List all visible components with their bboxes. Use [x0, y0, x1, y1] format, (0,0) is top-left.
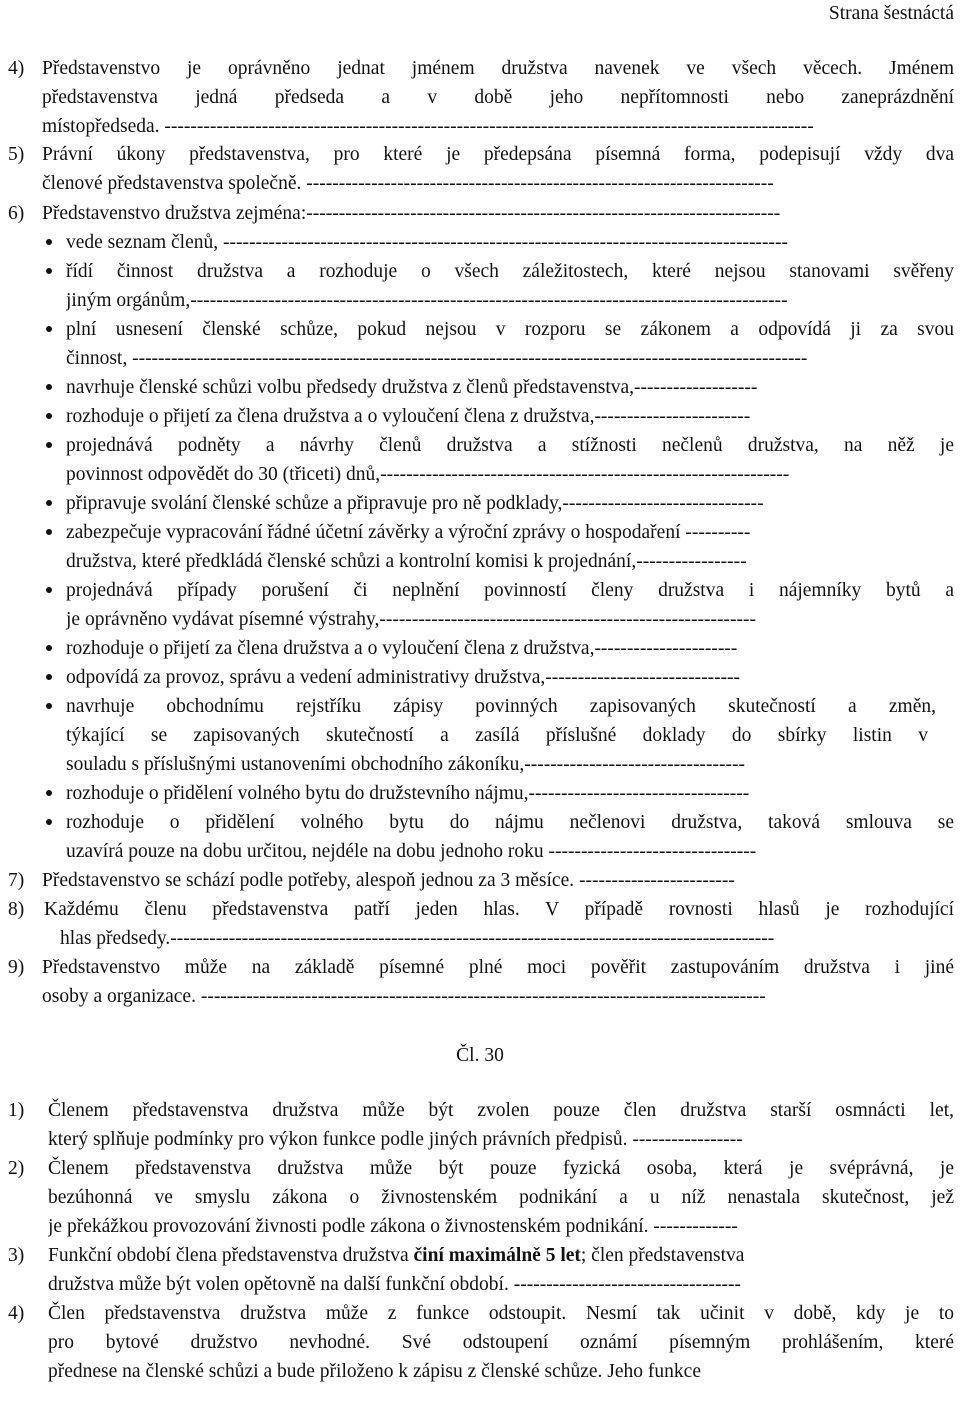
list-item: řídí činnost družstva a rozhoduje o všech záležitostech, které nejsou stanovami svěřeny	[66, 261, 954, 282]
item-line: Členem představenstva družstva může být pouze fyzická osoba, která je svéprávná, je	[48, 1158, 954, 1179]
paragraph-number: 6)	[8, 203, 25, 224]
paragraph-line: představenstva jedná předseda a v době jeho nepřítomnosti nebo zaneprázdnění	[42, 87, 954, 108]
paragraph-number: 8)	[8, 899, 25, 920]
list-item: projednává podněty a návrhy členů družstva a stížnosti nečlenů družstva, na něž je	[66, 435, 954, 456]
list-item: rozhoduje o přijetí za člena družstva a o vyloučení člena z družstva,----------------------	[66, 638, 738, 659]
paragraph-number: 7)	[8, 870, 25, 891]
list-item-line: týkající se zapisovaných skutečností a zasílá příslušné doklady do sbírky listin v	[66, 725, 928, 746]
paragraph-line: Představenstvo je oprávněno jednat jménem družstva navenek ve všech věcech. Jménem	[42, 58, 954, 79]
item-text: ; člen představenstva	[580, 1245, 745, 1266]
list-item: navrhuje členské schůzi volbu předsedy družstva z členů představenstva,-------------------	[66, 377, 758, 398]
paragraph-intro: Představenstvo družstva zejména:-------------------------------------------------------------------------	[42, 203, 781, 224]
bullet-icon	[46, 645, 52, 651]
bullet-icon	[46, 239, 52, 245]
bullet-icon	[46, 674, 52, 680]
paragraph-number: 4)	[8, 58, 25, 79]
list-item: vede seznam členů, ---------------------------------------------------------------------------------------	[66, 232, 788, 253]
paragraph-line: Právní úkony představenstva, pro které je předepsána písemná forma, podepisují vždy dva	[42, 144, 954, 165]
item-line: přednese na členské schůzi a bude přiloženo k zápisu z členské schůze. Jeho funkce	[48, 1361, 701, 1382]
item-number: 3)	[8, 1245, 25, 1266]
bullet-icon	[46, 413, 52, 419]
bullet-icon	[46, 703, 52, 709]
paragraph-line: osoby a organizace. ---------------------------------------------------------------------------------------	[42, 986, 766, 1007]
list-item: rozhoduje o přijetí za člena družstva a o vyloučení člena z družstva,------------------------	[66, 406, 751, 427]
list-item-line: povinnost odpovědět do 30 (třiceti) dnů,---------------------------------------------------------------	[66, 464, 790, 485]
list-item: plní usnesení členské schůze, pokud nejsou v rozporu se zákonem a odpovídá ji za svou	[66, 319, 954, 340]
paragraph-line: Každému členu představenstva patří jeden hlas. V případě rovnosti hlasů je rozhodující	[44, 899, 954, 920]
item-line: bezúhonná ve smyslu zákona o živnostenském podnikání a u níž nenastala skutečnost, jež	[48, 1187, 954, 1208]
bullet-icon	[46, 326, 52, 332]
bullet-icon	[46, 268, 52, 274]
item-number: 2)	[8, 1158, 25, 1179]
term-emphasis: činí maximálně 5 let	[413, 1245, 581, 1266]
item-line: družstva může být volen opětovně na další funkční období. -----------------------------------	[48, 1274, 742, 1295]
bullet-icon	[46, 442, 52, 448]
item-text: Funkční období člena představenstva družstva	[48, 1245, 409, 1266]
list-item-line: jiným orgánům,--------------------------------------------------------------------------------------------	[66, 290, 788, 311]
list-item-line: je oprávněno vydávat písemné výstrahy,----------------------------------------------------------	[66, 609, 756, 630]
bullet-icon	[46, 819, 52, 825]
article-title: Čl. 30	[456, 1045, 504, 1066]
list-item: navrhuje obchodnímu rejstříku zápisy povinných zapisovaných skutečností a změn,	[66, 696, 936, 717]
list-item-line: uzavírá pouze na dobu určitou, nejdéle na dobu jednoho roku --------------------------------	[66, 841, 757, 862]
list-item-line: družstva, které předkládá členské schůzi a kontrolní komisi k projednání,-----------------	[66, 551, 747, 572]
list-item: odpovídá za provoz, správu a vedení administrativy družstva,------------------------------	[66, 667, 741, 688]
paragraph-number: 5)	[8, 144, 25, 165]
bullet-icon	[46, 587, 52, 593]
paragraph-line: Představenstvo může na základě písemné plné moci pověřit zastupováním družstva i jiné	[42, 957, 954, 978]
page-header: Strana šestnáctá	[828, 3, 954, 24]
paragraph-line: členové představenstva společně. ------------------------------------------------------------------------	[42, 173, 774, 194]
bullet-icon	[46, 384, 52, 390]
item-line	[48, 1241, 954, 1270]
list-item: projednává případy porušení či neplnění povinností členy družstva i nájemníky bytů a	[66, 580, 954, 601]
paragraph-line: hlas předsedy.---------------------------------------------------------------------------------------------	[60, 928, 775, 949]
bullet-icon	[46, 529, 52, 535]
list-item-line: činnost, --------------------------------------------------------------------------------------------------------	[66, 348, 808, 369]
list-item: rozhoduje o přidělení volného bytu do družstevního nájmu,----------------------------------	[66, 783, 750, 804]
list-item-line: souladu s příslušnými ustanoveními obchodního zákoníku,----------------------------------	[66, 754, 745, 775]
item-number: 4)	[8, 1303, 25, 1324]
item-line: pro bytové družstvo nevhodné. Své odstoupení oznámí písemným prohlášením, které	[48, 1332, 954, 1353]
item-number: 1)	[8, 1100, 25, 1121]
bullet-icon	[46, 790, 52, 796]
list-item: připravuje svolání členské schůze a připravuje pro ně podklady,-------------------------------	[66, 493, 764, 514]
item-line: Členem představenstva družstva může být zvolen pouze člen družstva starší osmnácti let,	[48, 1100, 954, 1121]
item-line: který splňuje podmínky pro výkon funkce podle jiných právních předpisů. -----------------	[48, 1129, 743, 1150]
paragraph-line: Představenstvo se schází podle potřeby, alespoň jednou za 3 měsíce. ------------------------	[42, 870, 735, 891]
item-line: je překážkou provozování živnosti podle zákona o živnostenském podnikání. -------------	[48, 1216, 738, 1237]
list-item: zabezpečuje vypracování řádné účetní závěrky a výroční zprávy o hospodaření ----------	[66, 522, 751, 543]
list-item: rozhoduje o přidělení volného bytu do nájmu nečlenovi družstva, taková smlouva se	[66, 812, 954, 833]
item-line: Člen představenstva družstva může z funkce odstoupit. Nesmí tak učinit v době, kdy je to	[48, 1303, 954, 1324]
paragraph-number: 9)	[8, 957, 25, 978]
paragraph-line: místopředseda. ----------------------------------------------------------------------------------------------------	[42, 116, 814, 137]
bullet-icon	[46, 500, 52, 506]
